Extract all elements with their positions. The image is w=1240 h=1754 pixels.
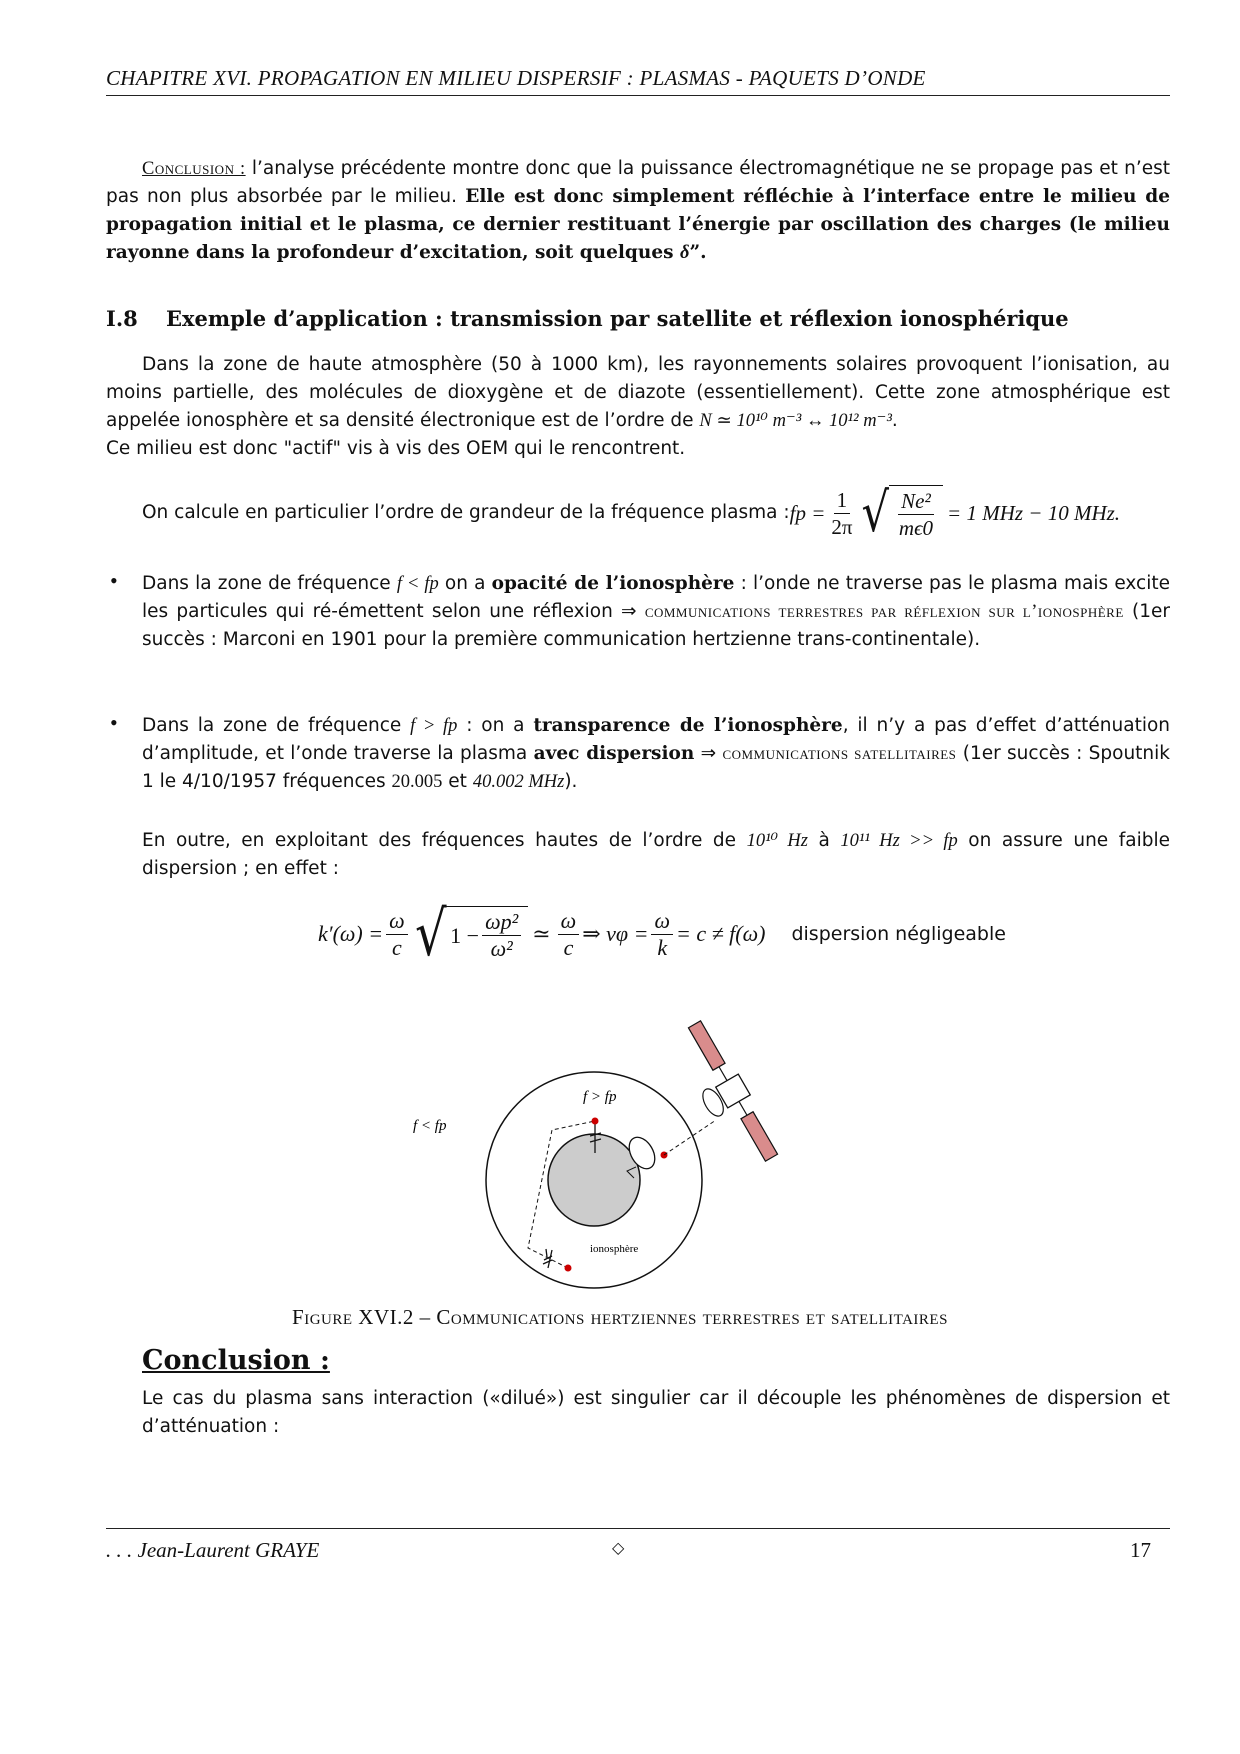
reflection-point-top — [592, 1118, 599, 1125]
fraction-denominator: 2π — [831, 514, 853, 539]
high-frequency-math-2: 10¹¹ Hz >> fp — [840, 831, 958, 851]
conclusion-text: l’analyse précédente montre donc que la puissance électromagnétique ne se propage pas et n’est pas non plus absorbée par le milieu. — [106, 158, 1171, 207]
solar-panel-bottom — [741, 1112, 778, 1161]
high-frequency-text-3: on assure une faible dispersion ; en effet : — [142, 830, 1170, 879]
bullet-2-math: f > fp — [410, 716, 458, 736]
sqrt-ne2-meps: √ $\frac{\text{Ne²}}{m\epsilon 0}$ — [858, 485, 943, 541]
bullet-1-text-2: on a — [438, 573, 492, 594]
bullet-2-text-3: , il n’y a pas d’effet d’atténuation d’amplitude, et l’onde traverse la plasma — [142, 715, 1171, 764]
eq-frac3-num: ω — [558, 908, 580, 935]
footer-author: . . . Jean-Laurent GRAYE — [106, 1538, 320, 1562]
eq-frac-omega-c — [386, 908, 408, 961]
section-title-text: Exemple d’application : transmission par satellite et réflexion ionosphérique — [166, 306, 1069, 331]
footer-diamond: ◇ — [612, 1538, 625, 1557]
running-header: CHAPITRE XVI. PROPAGATION EN MILIEU DISPERSIF : PLASMAS - PAQUETS D’ONDE — [106, 66, 926, 90]
paragraph-ionosphere-text: Dans la zone de haute atmosphère (50 à 1000 km), les rayonnements solaires provoquent l’ionisation, au moins partielle, des molécules de dioxygène et de diazote (essentiellement). Cette zone atmosphérique est appelée ionosphère et sa densité électronique est de l’ordre de — [106, 354, 1170, 431]
label-f-low: f < fp — [413, 1118, 447, 1134]
high-frequency-text-2: à — [807, 830, 841, 851]
conclusion-bold: Elle est donc simplement réfléchie à l’interface entre le milieu de propagation initial et le plasma, ce dernier restituant l’énergie par oscillation des charges (le milieu rayonne dans la profondeur d’excitation, soit quelques — [106, 186, 1170, 263]
paragraph-ionosphere — [106, 351, 1170, 463]
bullet-1-text-3: : l’onde ne traverse pas le plasma mais excite les particules qui ré-émettent selon une réflexion ⇒ — [142, 573, 1171, 622]
bullet-2-bold: transparence de l’ionosphère — [533, 715, 843, 736]
solar-panel-top — [688, 1021, 725, 1070]
bullet-2-text: Dans la zone de fréquence — [142, 715, 411, 736]
sqrt-numerator: Ne² — [898, 488, 934, 515]
conclusion-bold-end: ”. — [689, 242, 707, 263]
eq-frac-omegap — [482, 909, 521, 962]
reflection-point-bottom — [565, 1265, 572, 1272]
delta-symbol: δ — [679, 243, 690, 263]
bullet-2-text-5: (1er succès : Spoutnik 1 le 4/10/1957 fréquences — [142, 743, 1170, 792]
bullet-2-dot: • — [110, 710, 118, 735]
section-title — [106, 306, 1069, 331]
eq-note: dispersion négligeable — [791, 923, 1006, 945]
figure-caption — [0, 1305, 1240, 1330]
eq-frac2-den: ω² — [490, 936, 513, 961]
section-number: I.8 — [106, 306, 138, 331]
bullet-2-freq-1: 20.005 — [391, 772, 443, 792]
density-formula: N ≃ 10¹⁰ m⁻³ ↔ 10¹² m⁻³ — [699, 411, 892, 431]
bullet-2-freq-2: 40.002 MHz — [472, 772, 565, 792]
eq-sqrt-prefix: 1 − — [450, 922, 480, 948]
bullet-2-text-4: ⇒ — [694, 743, 723, 764]
eq-frac2-num: ωp² — [482, 909, 521, 936]
eq-frac4-den: k — [657, 934, 668, 960]
bullet-1-dot: • — [110, 568, 118, 593]
bullet-1-smallcaps: communications terrestres par réflexion sur l’ionosphère — [644, 602, 1124, 622]
eq-implies: ⇒ vφ = — [582, 921, 649, 946]
satellite — [668, 1018, 783, 1173]
bullet-1-text: Dans la zone de fréquence — [142, 573, 397, 594]
page-number: 17 — [1130, 1538, 1151, 1562]
ground-antenna-bottom — [543, 1249, 552, 1268]
bullet-1-bold: opacité de l’ionosphère — [491, 573, 735, 594]
bullet-2-smallcaps: communications satellitaires — [722, 744, 957, 764]
header-rule — [106, 95, 1170, 96]
eq-frac3-den: c — [563, 934, 574, 960]
eq-sqrt: √ 1 − $\frac{\text{ωp²}}{\text{ω²}}$ — [411, 906, 529, 962]
fraction-ne2-meps — [896, 488, 936, 541]
eq-lhs: k′(ω) = — [318, 921, 384, 946]
label-f-high: f > fp — [583, 1089, 617, 1105]
plasma-frequency-text: On calcule en particulier l’ordre de grandeur de la fréquence plasma : — [142, 502, 790, 523]
bullet-2 — [142, 712, 1170, 796]
eq-frac-omega-k — [651, 908, 673, 961]
footer-rule — [106, 1528, 1170, 1529]
high-frequency-text: En outre, en exploitant des fréquences hautes de l’ordre de — [142, 830, 747, 851]
bullet-2-bold-2: avec dispersion — [533, 743, 695, 764]
eq-approx: ≃ — [532, 921, 551, 946]
ionosphere-figure — [413, 1030, 800, 1280]
paragraph-ionosphere-end: . — [891, 410, 898, 431]
conclusion-label: Conclusion : — [142, 159, 246, 179]
conclusion-paragraph-2: Le cas du plasma sans interaction («dilué») est singulier car il découple les phénomènes de dispersion et d’atténuation : — [142, 1388, 1170, 1437]
eq-frac1-den: c — [392, 934, 402, 960]
fraction-numerator: 1 — [834, 487, 851, 514]
paragraph-ionosphere-line2: Ce milieu est donc "actif" vis à vis des OEM qui le rencontrent. — [106, 438, 686, 459]
bullet-2-text-6: et — [442, 771, 473, 792]
eq-frac-omega-c-2 — [558, 908, 580, 961]
earth-disc — [548, 1134, 640, 1226]
label-ionosphere: ionosphère — [590, 1243, 639, 1255]
eq-frac1-num: ω — [386, 908, 408, 935]
eq-frac4-num: ω — [651, 908, 673, 935]
bullet-2-text-2: : on a — [457, 715, 534, 736]
bullet-1 — [142, 570, 1170, 654]
bullet-1-text-4: (1er succès : Marconi en 1901 pour la première communication hertzienne trans-continentale). — [142, 601, 1170, 650]
fp-value: = 1 MHz − 10 MHz. — [947, 501, 1121, 525]
dispersion-equation — [318, 897, 1006, 970]
bullet-1-math: f < fp — [396, 574, 439, 594]
fraction-one-over-2pi — [828, 487, 855, 540]
conclusion-paragraph — [106, 155, 1170, 267]
bullet-2-text-7: ). — [564, 771, 578, 792]
paragraph-plasma-frequency — [106, 481, 1170, 544]
fp-lhs: fp = — [789, 501, 826, 525]
satellite-link — [664, 1120, 716, 1155]
paragraph-high-frequency — [142, 827, 1170, 883]
high-frequency-math-1: 10¹⁰ Hz — [746, 831, 808, 851]
eq-rhs: = c ≠ f(ω) — [675, 921, 766, 946]
conclusion-title: Conclusion : — [142, 1345, 330, 1376]
sqrt-denominator: mϵ0 — [898, 516, 934, 540]
figure-caption-text: Figure XVI.2 – Communications hertziennes terrestres et satellitaires — [292, 1305, 948, 1329]
